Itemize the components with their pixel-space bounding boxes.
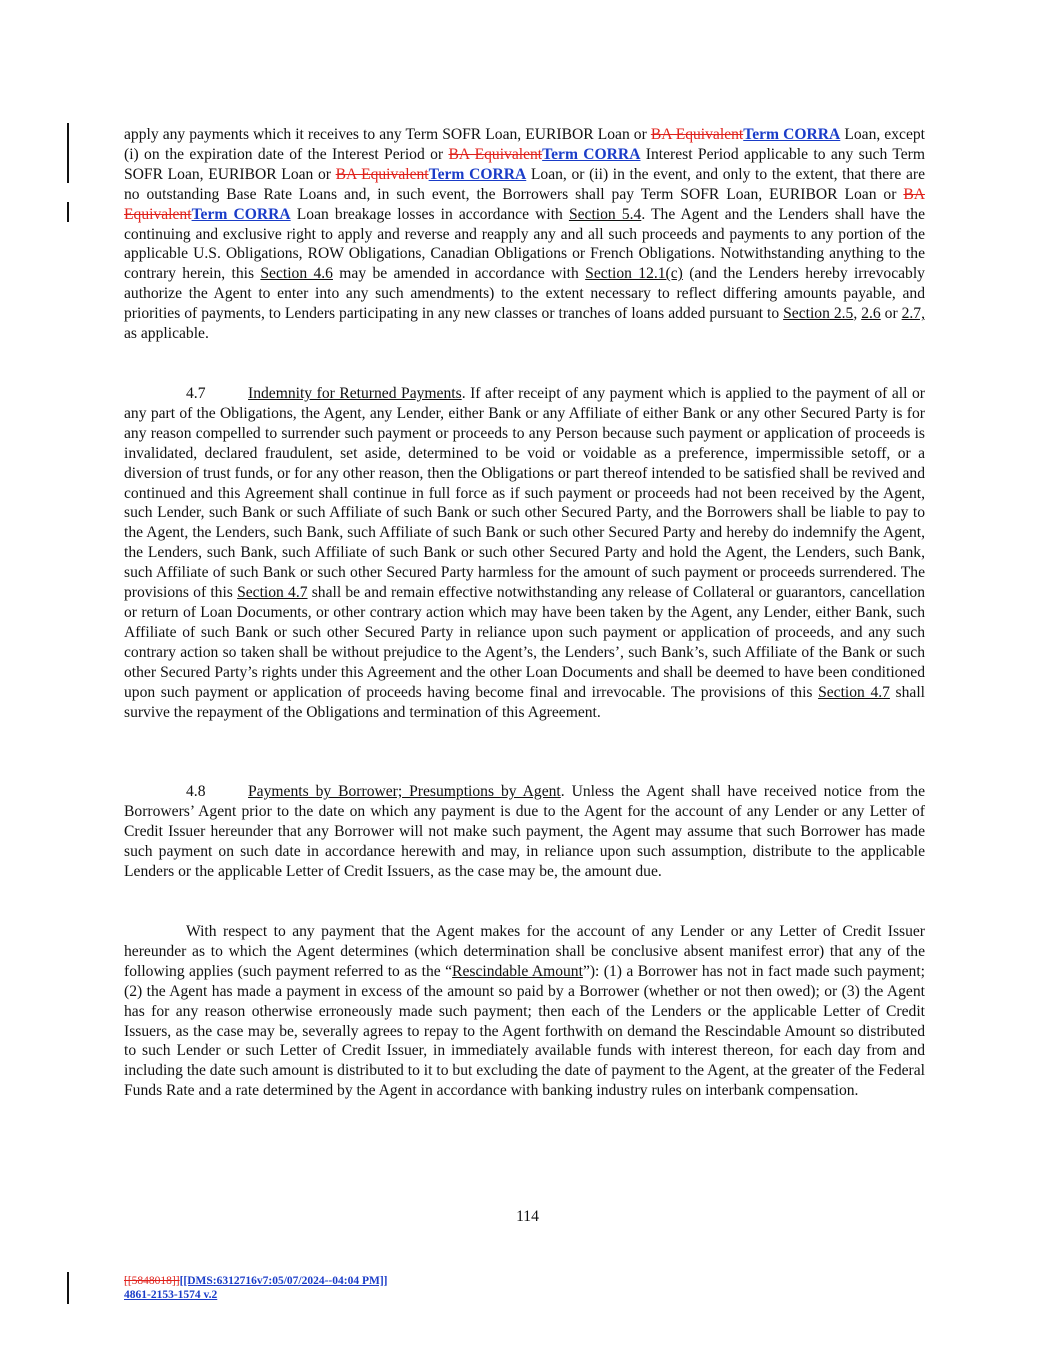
paragraph-payments-application: apply any payments which it receives to any Term SOFR Loan, EURIBOR Loan or BA EquivalentTerm CORRA Loan, except (i) on the expiration date of the Interest Period or BA EquivalentTerm CORRA Interest Period applicable to any such Term SOFR Loan, EURIBOR Loan or BA EquivalentTerm CORRA Loan, or (ii) in the event, and only to the extent, that there are no outstanding Base Rate Loans and, in such event, the Borrowers shall pay Term SOFR Loan, EURIBOR Loan or BA EquivalentTerm CORRA Loan breakage losses in accordance with Section 5.4. The Agent and the Lenders shall have the continuing and exclusive right to apply and reverse and reapply any and all such proceeds and payments to any portion of the applicable U.S. Obligations, ROW Obligations, Canadian Obligations or French Obligations. Notwithstanding anything to the contrary herein, this Section 4.6 may be amended in accordance with Section 12.1(c) (and the Lenders hereby irrevocably authorize the Agent to enter into any such amendments) to the extent necessary to reflect differing amounts payable, and priorities of payments, to Lenders participating in any new classes or tranches of loans added pursuant to Section 2.5, 2.6 or 2.7, as applicable. xyxy=(124,126,926,343)
footer-doc-id: 4861-2153-1574 v.2 xyxy=(124,1289,218,1301)
section-reference: Section 4.7 xyxy=(818,683,890,701)
deleted-text: BA Equivalent xyxy=(124,185,925,223)
section-heading: Payments by Borrower; Presumptions by Agent xyxy=(248,783,561,800)
section-number: 4.8 xyxy=(186,783,206,800)
rescindable-amount-paragraph: With respect to any payment that the Agent makes for the account of any Lender or any Letter of Credit Issuer hereunder as to which the Agent determines (which determination shall be conclusive absent manifest error) that any of the following applies (such payment referred to as the “Rescindable Amount”): (1) a Borrower has not in fact made such payment; (2) the Agent has made a payment in excess of the amount so paid by a Borrower (whether or not then owed); or (3) the Agent has for any reason otherwise erroneously made such payment; then each of the Lenders or the applicable Letter of Credit Issuers, as the case may be, severally agrees to repay to the Agent forthwith on demand the Rescindable Amount so distributed to such Lender or such Letter of Credit Issuer, in immediately available funds with interest thereon, for each day from and including the date such amount is distributed to it to but excluding the date of payment to the Agent, at the greater of the Federal Funds Rate and a rate determined by the Agent in accordance with banking industry rules on interbank compensation. xyxy=(124,923,925,1100)
inserted-text: Term CORRA xyxy=(191,205,291,223)
section-number: 4.7 xyxy=(186,385,206,402)
section-reference: 2.6 xyxy=(861,305,881,323)
deleted-text: BA Equivalent xyxy=(650,126,744,143)
section-reference: Section 12.1(c) xyxy=(585,265,683,283)
deleted-text: BA Equivalent xyxy=(448,145,543,163)
defined-term: Rescindable Amount xyxy=(452,962,583,980)
footer xyxy=(124,1274,388,1302)
change-bar xyxy=(67,123,69,183)
footer-inserted-id: [[DMS:6312716v7:05/07/2024--04:04 PM]] xyxy=(179,1275,388,1287)
inserted-text: Term CORRA xyxy=(743,126,841,143)
section-reference: Section 2.5 xyxy=(783,305,854,323)
inserted-text: Term CORRA xyxy=(428,165,527,183)
section-4-8-paragraph: 4.8 Payments by Borrower; Presumptions by Agent. Unless the Agent shall have received notice from the Borrowers’ Agent prior to the date on which any payment is due to the Agent for the account of any Lender or any Letter of Credit Issuer hereunder that any Borrower will not make such payment, the Agent may assume that such Borrower has made such payment on such date in accordance herewith and may, in reliance upon such assumption, distribute to the applicable Lenders or the applicable Letter of Credit Issuers, as the case may be, the amount due. xyxy=(124,783,926,880)
deleted-text: BA Equivalent xyxy=(335,165,429,183)
section-reference: Section 4.6 xyxy=(260,265,333,283)
change-bar xyxy=(67,202,69,222)
inserted-text: Term CORRA xyxy=(542,145,641,163)
footer-dms-line xyxy=(124,1274,388,1288)
section-heading: Indemnity for Returned Payments xyxy=(248,385,462,402)
section-reference: 2.7, xyxy=(901,305,925,323)
section-reference: Section 4.7 xyxy=(237,584,308,602)
footer-deleted-id: [[5848018]] xyxy=(124,1275,180,1287)
section-reference: Section 5.4 xyxy=(568,205,642,223)
change-bar xyxy=(67,1272,69,1304)
page-number: 114 xyxy=(516,1208,539,1225)
section-4-7-paragraph: 4.7 Indemnity for Returned Payments. If after receipt of any payment which is applied to the payment of all or any part of the Obligations, the Agent, any Lender, either Bank or any Affiliate of either Bank or any other Secured Party is for any reason compelled to surrender such payment or proceeds to any Person because such payment or application of proceeds is invalidated, declared fraudulent, set aside, determined to be void or voidable as a preference, impermissible setoff, or a diversion of trust funds, or for any other reason, then the Obligations or part thereof intended to be satisfied shall be revived and continued and this Agreement shall continue in full force as if such payment or proceeds had not been received by the Agent, such Lender, such Bank or such Affiliate of such Bank or such other Secured Party, and the Borrowers shall be liable to pay to the Agent, the Lenders, such Bank, such Affiliate of such Bank or such other Secured Party and hereby do indemnify the Agent, the Lenders, such Bank, such Affiliate of such Bank or such other Secured Party and hold the Agent, the Lenders, such Bank, such Affiliate of such Bank or such other Secured Party harmless for the amount of such payment or proceeds surrendered. The provisions of this Section 4.7 shall be and remain effective notwithstanding any release of Collateral or guarantors, cancellation or return of Loan Documents, or other contrary action which may have been taken by the Agent, any Lender, either Bank, such Affiliate of such Bank or such other Secured Party in reliance upon such payment or application of proceeds, and any such contrary action so taken shall be without prejudice to the Agent’s, the Lenders’, such Bank’s, such Affiliate of the Bank or such other Secured Party’s rights under this Agreement and the other Loan Documents and shall be deemed to have been conditioned upon such payment or application of proceeds having become final and irrevocable. The provisions of this Section 4.7 shall survive the repayment of the Obligations and termination of this Agreement. xyxy=(124,385,926,721)
